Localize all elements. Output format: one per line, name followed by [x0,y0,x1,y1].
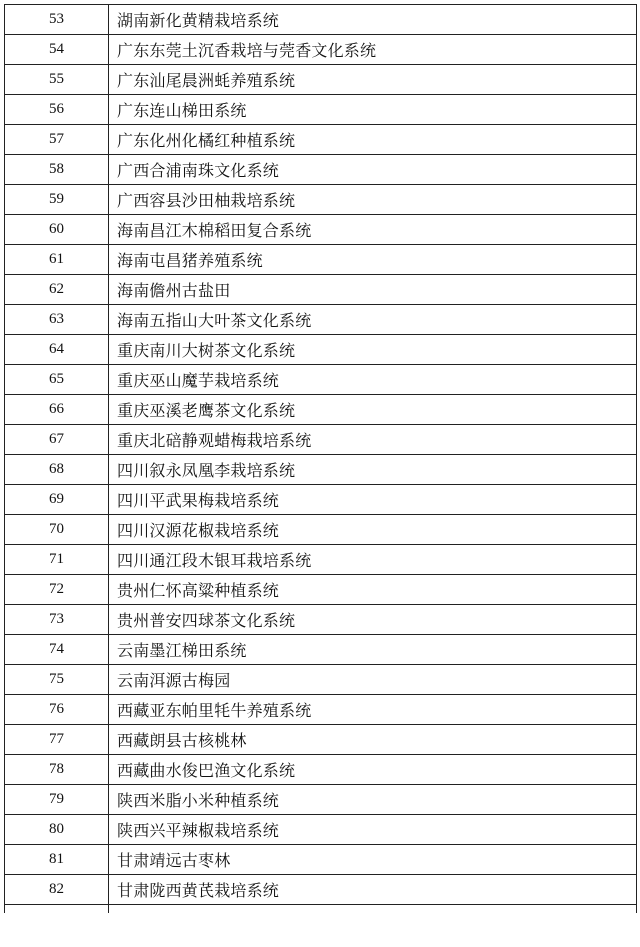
table-row [5,425,637,455]
table-row [5,155,637,185]
system-name-cell: 广东汕尾晨洲蚝养殖系统 [109,65,637,95]
table-row [5,125,637,155]
system-name-cell: 广西容县沙田柚栽培系统 [109,185,637,215]
table-row [5,845,637,875]
empty-cell [109,905,637,913]
table-row [5,305,637,335]
system-name-cell: 湖南新化黄精栽培系统 [109,5,637,35]
table-row [5,215,637,245]
table-row [5,485,637,515]
table-row [5,665,637,695]
table-row [5,695,637,725]
row-number-cell: 56 [5,95,109,125]
system-name-cell: 广西合浦南珠文化系统 [109,155,637,185]
table-body [5,5,637,913]
row-number-cell: 68 [5,455,109,485]
table-row [5,365,637,395]
system-name-cell: 重庆北碚静观蜡梅栽培系统 [109,425,637,455]
row-number-cell: 82 [5,875,109,905]
row-number-cell: 67 [5,425,109,455]
system-name-cell: 云南洱源古梅园 [109,665,637,695]
row-number-cell: 66 [5,395,109,425]
system-name-cell: 云南墨江梯田系统 [109,635,637,665]
row-number-cell: 58 [5,155,109,185]
row-number-cell: 69 [5,485,109,515]
row-number-cell: 71 [5,545,109,575]
table-row [5,275,637,305]
system-name-cell: 重庆南川大树茶文化系统 [109,335,637,365]
row-number-cell: 55 [5,65,109,95]
table-row [5,395,637,425]
table-row [5,545,637,575]
row-number-cell: 79 [5,785,109,815]
row-number-cell: 64 [5,335,109,365]
system-name-cell: 西藏朗县古核桃林 [109,725,637,755]
table-row [5,605,637,635]
table-row [5,755,637,785]
row-number-cell: 59 [5,185,109,215]
table-row [5,725,637,755]
table-row [5,815,637,845]
system-name-cell: 广东连山梯田系统 [109,95,637,125]
system-name-cell: 陕西兴平辣椒栽培系统 [109,815,637,845]
row-number-cell: 70 [5,515,109,545]
system-name-cell: 西藏曲水俊巴渔文化系统 [109,755,637,785]
system-name-cell: 四川叙永凤凰李栽培系统 [109,455,637,485]
row-number-cell: 62 [5,275,109,305]
table-row [5,335,637,365]
system-name-cell: 贵州仁怀高粱种植系统 [109,575,637,605]
row-number-cell: 78 [5,755,109,785]
row-number-cell: 75 [5,665,109,695]
table-row [5,455,637,485]
system-name-cell: 海南五指山大叶茶文化系统 [109,305,637,335]
table-row [5,95,637,125]
row-number-cell: 54 [5,35,109,65]
row-number-cell: 73 [5,605,109,635]
system-name-cell: 海南昌江木棉稻田复合系统 [109,215,637,245]
system-name-cell: 重庆巫溪老鹰茶文化系统 [109,395,637,425]
row-number-cell: 72 [5,575,109,605]
system-name-cell: 陕西米脂小米种植系统 [109,785,637,815]
row-number-cell: 80 [5,815,109,845]
row-number-cell: 76 [5,695,109,725]
table-row-cut-bottom [5,905,637,913]
system-name-cell: 西藏亚东帕里牦牛养殖系统 [109,695,637,725]
table-row [5,245,637,275]
table-row [5,65,637,95]
system-name-cell: 四川通江段木银耳栽培系统 [109,545,637,575]
row-number-cell: 61 [5,245,109,275]
row-number-cell: 63 [5,305,109,335]
row-number-cell: 74 [5,635,109,665]
table-row [5,575,637,605]
table-row [5,5,637,35]
table-row [5,35,637,65]
system-name-cell: 四川平武果梅栽培系统 [109,485,637,515]
system-name-cell: 贵州普安四球茶文化系统 [109,605,637,635]
table-row [5,785,637,815]
empty-cell [5,905,109,913]
system-name-cell: 甘肃陇西黄芪栽培系统 [109,875,637,905]
row-number-cell: 77 [5,725,109,755]
table-row [5,515,637,545]
row-number-cell: 53 [5,5,109,35]
system-name-cell: 甘肃靖远古枣林 [109,845,637,875]
system-name-cell: 海南儋州古盐田 [109,275,637,305]
table-row [5,635,637,665]
table-row [5,185,637,215]
row-number-cell: 57 [5,125,109,155]
row-number-cell: 60 [5,215,109,245]
heritage-systems-table [4,4,637,913]
row-number-cell: 65 [5,365,109,395]
system-name-cell: 海南屯昌猪养殖系统 [109,245,637,275]
row-number-cell: 81 [5,845,109,875]
system-name-cell: 广东东莞土沉香栽培与莞香文化系统 [109,35,637,65]
system-name-cell: 广东化州化橘红种植系统 [109,125,637,155]
table-row [5,875,637,905]
system-name-cell: 重庆巫山魔芋栽培系统 [109,365,637,395]
system-name-cell: 四川汉源花椒栽培系统 [109,515,637,545]
